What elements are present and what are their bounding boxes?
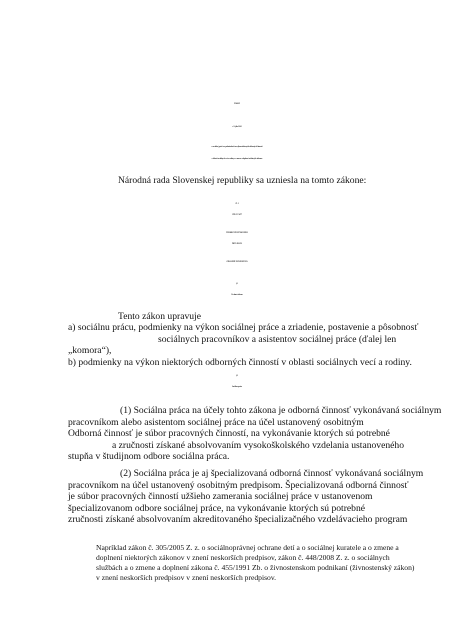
section-2-para-1-line-4: a zručnosti získané absolvovaním vysokoškolského vzdelania ustanoveného	[112, 440, 405, 451]
section-2-para-1-line-5: stupňa v študijnom odbore sociálna práca.	[68, 451, 230, 462]
section-1-item-a: a) sociálnu prácu, podmienky na výkon sociálnej práce a zriadenie, postavenie a pôsobnosť	[68, 322, 419, 333]
section-2-para-1-line-3: Odborná činnosť je súbor pracovných činností, na vykonávanie ktorých sú potrebné	[68, 428, 390, 439]
head-heading: PRVÁ HLAVA	[231, 244, 243, 245]
section-2-para-2-line-1: (2) Sociálna práca je aj špecializovaná odborná činnosť vykonávaná sociálnym	[120, 468, 424, 479]
section-1-title: Predmet zákona	[231, 295, 243, 296]
law-date: z 9. júla 2014	[232, 127, 242, 128]
section-2-number: § 2	[236, 376, 238, 377]
law-title: ZÁKON	[234, 104, 240, 105]
footnote-line-2: doplnení niektorých zákonov v znení neskorších predpisov, zákon č. 448/2008 Z. z. o sociálnych	[96, 553, 390, 562]
section-2-para-1-line-1: (1) Sociálna práca na účely tohto zákona je odborná činnosť vykonávaná sociálnym	[120, 405, 442, 416]
footnote-line-4: v znení neskorších predpisov v znení neskorších predpisov.	[96, 573, 277, 582]
article-number: Čl. I	[235, 204, 239, 205]
part-heading: PRVÁ ČASŤ	[232, 215, 242, 216]
head-title: ZÁKLADNÉ USTANOVENIA	[226, 262, 248, 263]
section-2-para-2-line-4: špecializovanom odbore sociálnej práce, na vykonávanie ktorých sú potrebné	[68, 503, 366, 514]
part-title: VŠEOBECNÉ USTANOVENIA	[226, 233, 248, 234]
section-2-para-2-line-3: je súbor pracovných činností užšieho zamerania sociálnej práce v ustanovenom	[68, 491, 373, 502]
law-subject-line-2: v oblasti sociálnych vecí a rodiny a o zmene a doplnení niektorých zákonov	[211, 159, 263, 160]
section-2-para-1-line-2: pracovníkom alebo asistentom sociálnej práce na účel ustanovený osobitným	[68, 417, 364, 428]
section-1-intro: Tento zákon upravuje	[118, 311, 201, 322]
section-2-para-2-line-2: pracovníkom na účel ustanovený osobitným predpisom. Špecializovaná odborná činnosť	[68, 480, 409, 491]
section-1-number: § 1	[236, 284, 238, 285]
preamble: Národná rada Slovenskej republiky sa uzniesla na tomto zákone:	[118, 175, 367, 186]
footnote-line-1: Napríklad zákon č. 305/2005 Z. z. o sociálnoprávnej ochrane detí a o sociálnej kuratele a o zmene a	[96, 543, 399, 552]
section-1-item-a-cont-2: „komora“),	[68, 345, 112, 356]
law-subject-line-1: o sociálnej práci a o podmienkach na výkon niektorých odborných činností	[211, 147, 263, 148]
footnote-line-3: službách a o zmene a doplnení zákona č. 455/1991 Zb. o živnostenskom podnikaní (živnostenský zákon)	[96, 563, 415, 572]
section-2-para-2-line-5: zručnosti získané absolvovaním akreditovaného špecializačného vzdelávacieho program	[68, 514, 408, 525]
section-1-item-a-cont: sociálnych pracovníkov a asistentov sociálnej práce (ďalej len	[158, 334, 397, 345]
section-2-title: Sociálna práca	[231, 387, 243, 388]
section-1-item-b: b) podmienky na výkon niektorých odborných činností v oblasti sociálnych vecí a rodiny.	[68, 357, 412, 368]
